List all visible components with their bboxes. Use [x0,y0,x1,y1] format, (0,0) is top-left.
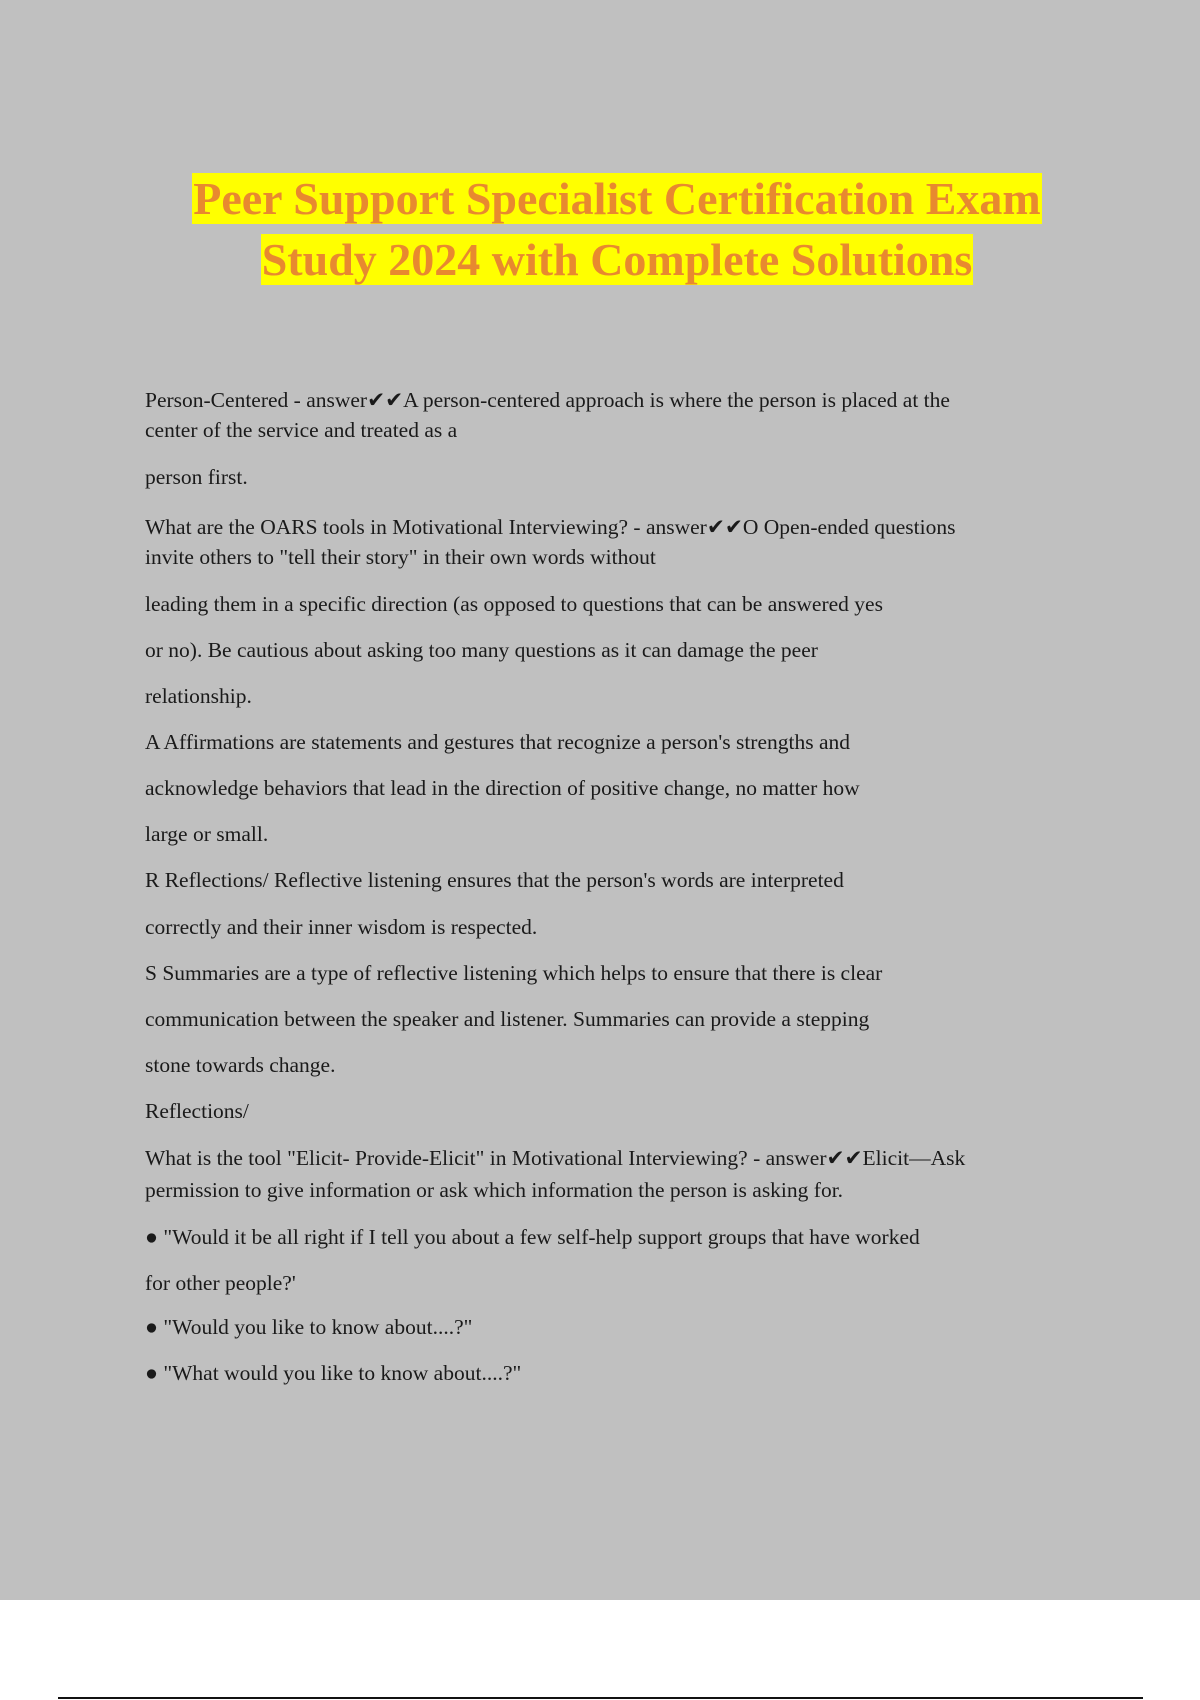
title-line-2: Study 2024 with Complete Solutions [261,234,973,285]
text-line: acknowledge behaviors that lead in the direction of positive change, no matter how [145,776,860,800]
text-line: or no). Be cautious about asking too many questions as it can damage the peer [145,638,818,662]
bullet-item: ● "What would you like to know about....?" [145,1361,522,1385]
document-title [0,168,1200,290]
text-line: What is the tool "Elicit- Provide-Elicit" in Motivational Interviewing? - answer✔✔Elicit—Ask [145,1146,966,1170]
text-line: communication between the speaker and listener. Summaries can provide a stepping [145,1007,870,1031]
text-line: center of the service and treated as a [145,418,458,442]
bullet-item: ● "Would it be all right if I tell you about a few self-help support groups that have worked [145,1225,920,1249]
text-line: S Summaries are a type of reflective listening which helps to ensure that there is clear [145,961,883,985]
text-line: leading them in a specific direction (as opposed to questions that can be answered yes [145,592,883,616]
page-divider [58,1697,1143,1699]
text-line: A Affirmations are statements and gestures that recognize a person's strengths and [145,730,851,754]
text-line: R Reflections/ Reflective listening ensures that the person's words are interpreted [145,868,844,892]
text-line: Person-Centered - answer✔✔A person-centered approach is where the person is placed at the [145,388,950,412]
text-line: What are the OARS tools in Motivational Interviewing? - answer✔✔O Open-ended questions [145,515,956,539]
text-line: correctly and their inner wisdom is respected. [145,915,538,939]
text-line: for other people?' [145,1271,296,1295]
title-line-1: Peer Support Specialist Certification Exam [193,173,1041,224]
text-line: large or small. [145,822,269,846]
text-line: permission to give information or ask which information the person is asking for. [145,1178,844,1202]
text-line: person first. [145,465,248,489]
text-line: stone towards change. [145,1053,336,1077]
text-line: Reflections/ [145,1099,249,1123]
bullet-item: ● "Would you like to know about....?" [145,1315,473,1339]
text-line: invite others to "tell their story" in their own words without [145,545,656,569]
text-line: relationship. [145,684,252,708]
